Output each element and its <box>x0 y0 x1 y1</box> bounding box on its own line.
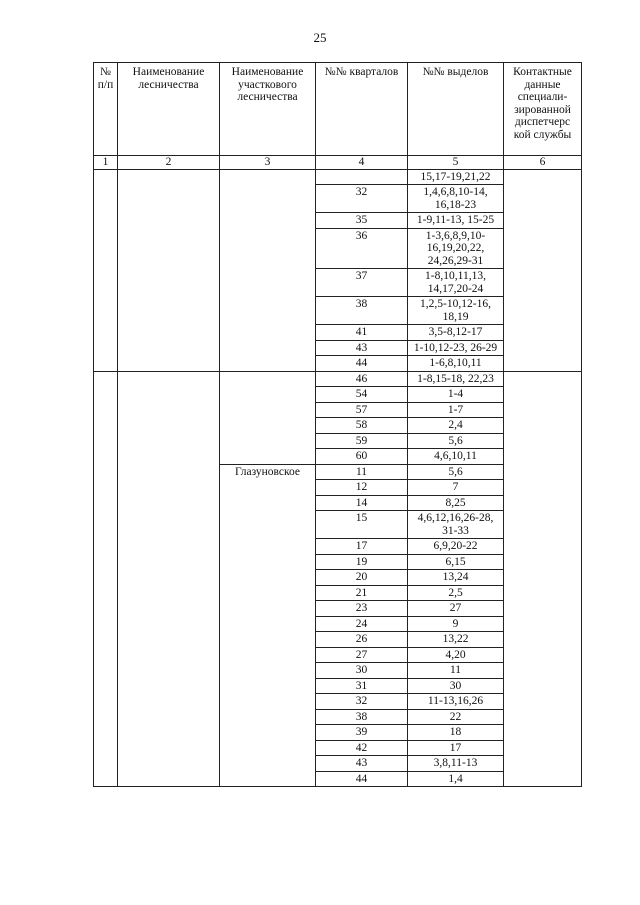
table-header <box>94 63 582 170</box>
header-vydely: №№ выделов <box>408 63 504 156</box>
column-number: 5 <box>408 156 504 170</box>
vydely-cell: 5,6 <box>408 433 504 449</box>
vydely-cell: 1-3,6,8,9,10-16,19,20,22, 24,26,29-31 <box>408 228 504 269</box>
vydely-cell: 17 <box>408 740 504 756</box>
number-cell <box>94 371 118 787</box>
kvartal-cell: 31 <box>316 678 408 694</box>
kvartal-cell: 24 <box>316 616 408 632</box>
forestry-cell <box>118 371 220 787</box>
vydely-cell: 13,24 <box>408 570 504 586</box>
contacts-cell <box>504 371 582 787</box>
header-kvartaly: №№ кварталов <box>316 63 408 156</box>
kvartal-cell: 15 <box>316 511 408 539</box>
table-body <box>94 169 582 787</box>
kvartal-cell: 30 <box>316 663 408 679</box>
page-number: 25 <box>313 30 327 45</box>
vydely-cell: 11 <box>408 663 504 679</box>
column-number: 2 <box>118 156 220 170</box>
vydely-cell: 1,2,5-10,12-16, 18,19 <box>408 297 504 325</box>
kvartal-cell <box>316 169 408 185</box>
vydely-cell: 1-8,15-18, 22,23 <box>408 371 504 387</box>
kvartal-cell: 20 <box>316 570 408 586</box>
forestry-table <box>93 62 582 787</box>
header-district-forestry: Наименование участкового лесничества <box>220 63 316 156</box>
kvartal-cell: 35 <box>316 213 408 229</box>
district-forestry-name: Глазуновское <box>220 464 316 787</box>
kvartal-cell: 38 <box>316 709 408 725</box>
vydely-cell: 6,15 <box>408 554 504 570</box>
vydely-cell: 1-9,11-13, 15-25 <box>408 213 504 229</box>
vydely-cell: 27 <box>408 601 504 617</box>
number-cell <box>94 169 118 371</box>
vydely-cell: 18 <box>408 725 504 741</box>
kvartal-cell: 46 <box>316 371 408 387</box>
kvartal-cell: 43 <box>316 340 408 356</box>
kvartal-cell: 60 <box>316 449 408 465</box>
vydely-cell: 3,8,11-13 <box>408 756 504 772</box>
column-number: 4 <box>316 156 408 170</box>
vydely-cell: 2,5 <box>408 585 504 601</box>
kvartal-cell: 19 <box>316 554 408 570</box>
kvartal-cell: 26 <box>316 632 408 648</box>
vydely-cell: 1,4 <box>408 771 504 787</box>
vydely-cell: 15,17-19,21,22 <box>408 169 504 185</box>
kvartal-cell: 23 <box>316 601 408 617</box>
kvartal-cell: 54 <box>316 387 408 403</box>
district-forestry-cell <box>220 169 316 371</box>
kvartal-cell: 58 <box>316 418 408 434</box>
header-forestry: Наименование лесничества <box>118 63 220 156</box>
kvartal-cell: 57 <box>316 402 408 418</box>
kvartal-cell: 43 <box>316 756 408 772</box>
kvartal-cell: 12 <box>316 480 408 496</box>
vydely-cell: 4,20 <box>408 647 504 663</box>
kvartal-cell: 38 <box>316 297 408 325</box>
vydely-cell: 13,22 <box>408 632 504 648</box>
column-number: 1 <box>94 156 118 170</box>
vydely-cell: 8,25 <box>408 495 504 511</box>
kvartal-cell: 32 <box>316 694 408 710</box>
table-row <box>94 371 582 387</box>
table-row <box>94 169 582 185</box>
column-number: 6 <box>504 156 582 170</box>
vydely-cell: 1,4,6,8,10-14, 16,18-23 <box>408 185 504 213</box>
kvartal-cell: 42 <box>316 740 408 756</box>
vydely-cell: 5,6 <box>408 464 504 480</box>
vydely-cell: 4,6,12,16,26-28, 31-33 <box>408 511 504 539</box>
kvartal-cell: 17 <box>316 539 408 555</box>
kvartal-cell: 59 <box>316 433 408 449</box>
column-number-row <box>94 156 582 170</box>
vydely-cell: 11-13,16,26 <box>408 694 504 710</box>
kvartal-cell: 44 <box>316 356 408 372</box>
kvartal-cell: 14 <box>316 495 408 511</box>
kvartal-cell: 39 <box>316 725 408 741</box>
kvartal-cell: 11 <box>316 464 408 480</box>
vydely-cell: 1-4 <box>408 387 504 403</box>
kvartal-cell: 44 <box>316 771 408 787</box>
vydely-cell: 9 <box>408 616 504 632</box>
vydely-cell: 30 <box>408 678 504 694</box>
vydely-cell: 1-6,8,10,11 <box>408 356 504 372</box>
vydely-cell: 22 <box>408 709 504 725</box>
vydely-cell: 2,4 <box>408 418 504 434</box>
forestry-cell <box>118 169 220 371</box>
vydely-cell: 4,6,10,11 <box>408 449 504 465</box>
kvartal-cell: 32 <box>316 185 408 213</box>
kvartal-cell: 27 <box>316 647 408 663</box>
header-contacts: Контактные данные специали-зированной диспетчерс кой службы <box>504 63 582 156</box>
kvartal-cell: 36 <box>316 228 408 269</box>
contacts-cell <box>504 169 582 371</box>
header-row <box>94 63 582 156</box>
vydely-cell: 7 <box>408 480 504 496</box>
vydely-cell: 1-8,10,11,13, 14,17,20-24 <box>408 269 504 297</box>
vydely-cell: 1-7 <box>408 402 504 418</box>
kvartal-cell: 21 <box>316 585 408 601</box>
column-number: 3 <box>220 156 316 170</box>
kvartal-cell: 37 <box>316 269 408 297</box>
header-number: № п/п <box>94 63 118 156</box>
vydely-cell: 1-10,12-23, 26-29 <box>408 340 504 356</box>
district-forestry-cell <box>220 371 316 464</box>
vydely-cell: 3,5-8,12-17 <box>408 325 504 341</box>
kvartal-cell: 41 <box>316 325 408 341</box>
vydely-cell: 6,9,20-22 <box>408 539 504 555</box>
